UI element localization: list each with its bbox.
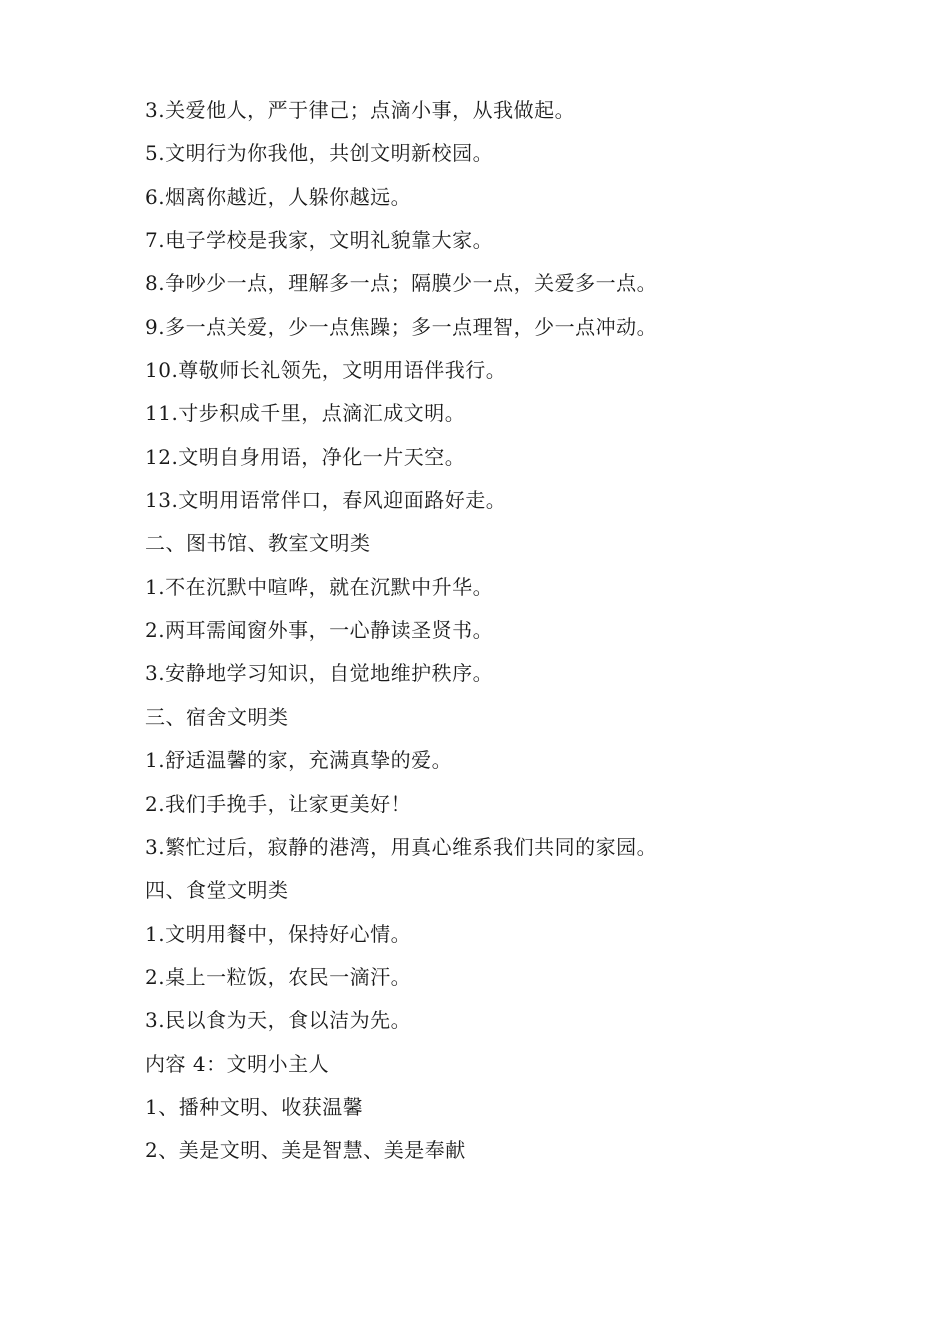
slogan-line: 7.电子学校是我家，文明礼貌靠大家。 <box>145 228 494 253</box>
slogan-line: 10.尊敬师长礼领先，文明用语伴我行。 <box>145 358 507 383</box>
slogan-line: 13.文明用语常伴口，春风迎面路好走。 <box>145 488 507 513</box>
text-lines <box>145 89 885 1173</box>
slogan-line: 11.寸步积成千里，点滴汇成文明。 <box>145 401 466 426</box>
section-heading: 二、图书馆、教室文明类 <box>145 531 371 556</box>
slogan-line: 8.争吵少一点，理解多一点；隔膜少一点，关爱多一点。 <box>145 271 658 296</box>
slogan-line: 3.安静地学习知识，自觉地维护秩序。 <box>145 661 494 686</box>
slogan-line: 3.民以食为天，食以洁为先。 <box>145 1008 412 1033</box>
slogan-line: 12.文明自身用语，净化一片天空。 <box>145 444 466 469</box>
slogan-line: 2.桌上一粒饭，农民一滴汗。 <box>145 964 412 989</box>
slogan-line: 2.两耳需闻窗外事，一心静读圣贤书。 <box>145 618 494 643</box>
slogan-line: 1.舒适温馨的家，充满真挚的爱。 <box>145 748 453 773</box>
section-heading: 三、宿舍文明类 <box>145 704 289 729</box>
topic-line: 1、播种文明、收获温馨 <box>145 1094 364 1119</box>
topic-line: 2、美是文明、美是智慧、美是奉献 <box>145 1138 466 1163</box>
slogan-line: 3.关爱他人，严于律己；点滴小事，从我做起。 <box>145 98 576 122</box>
slogan-line: 9.多一点关爱，少一点焦躁；多一点理智，少一点冲动。 <box>145 314 658 339</box>
slogan-line: 1.不在沉默中喧哗，就在沉默中升华。 <box>145 574 494 599</box>
slogan-line: 1.文明用餐中，保持好心情。 <box>145 921 412 946</box>
slogan-line: 5.文明行为你我他，共创文明新校园。 <box>145 141 494 166</box>
section-heading: 四、食堂文明类 <box>145 878 289 903</box>
slogan-line: 2.我们手挽手，让家更美好！ <box>145 791 412 816</box>
slogan-line: 6.烟离你越近，人躲你越远。 <box>145 184 412 209</box>
section-heading: 内容 4：文明小主人 <box>145 1051 330 1076</box>
slogan-line: 3.繁忙过后，寂静的港湾，用真心维系我们共同的家园。 <box>145 834 658 859</box>
